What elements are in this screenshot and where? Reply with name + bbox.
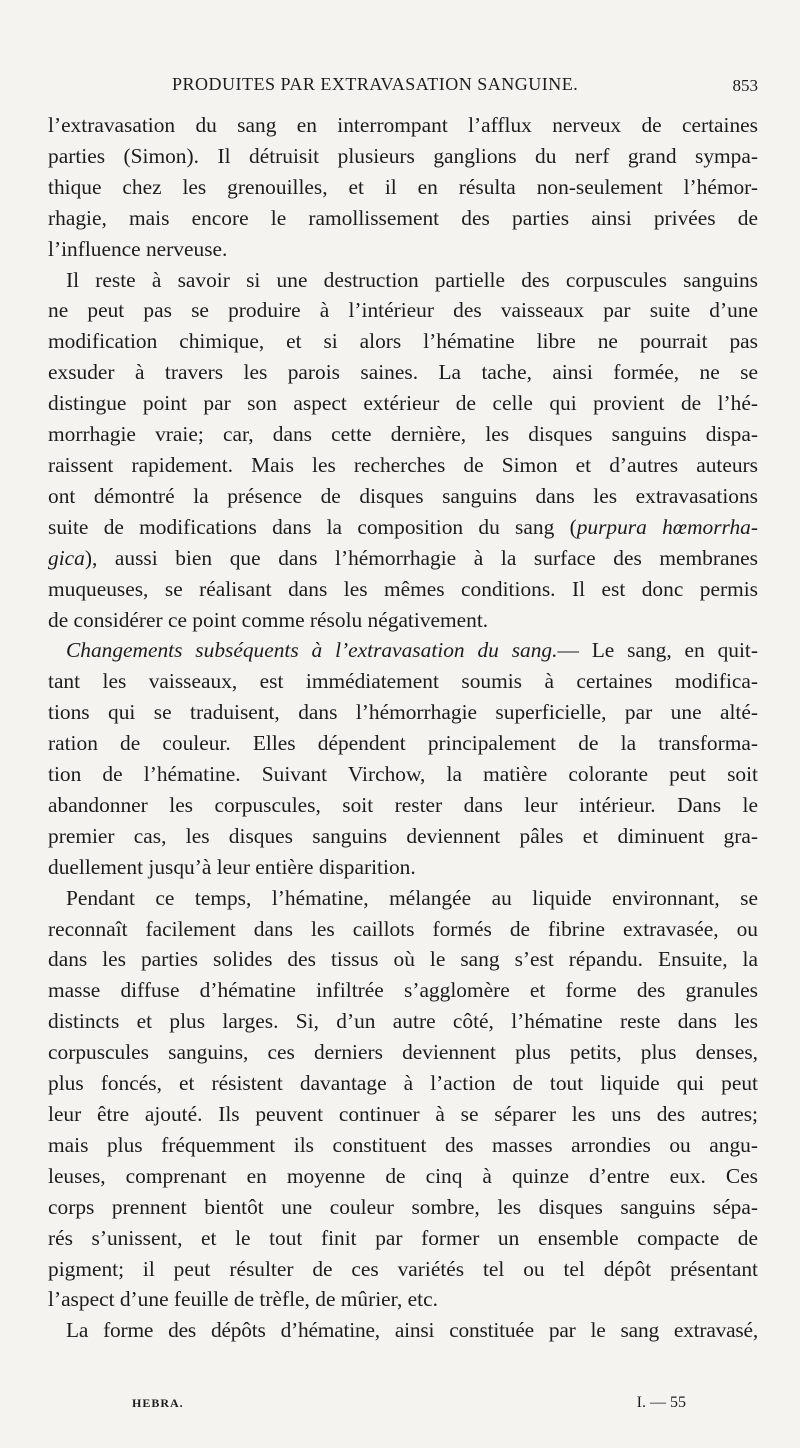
- text-line: l’extravasation du sang en interrompant l’afflux nerveux de certaines: [48, 113, 758, 137]
- text-line-with-italic: [48, 512, 758, 543]
- text-line: leuses, comprenant en moyenne de cinq à quinze d’entre eux. Ces: [48, 1163, 758, 1188]
- text-line: reconnaît facilement dans les caillots formés de fibrine extravasée, ou: [48, 916, 758, 941]
- paragraph-5: [48, 1315, 758, 1346]
- text-line: raissent rapidement. Mais les recherches de Simon et d’autres auteurs: [48, 452, 758, 477]
- text-line: modification chimique, et si alors l’hématine libre ne pourrait pas: [48, 329, 758, 354]
- text-line: masse diffuse d’hématine infiltrée s’agglomère et forme des granules: [48, 978, 758, 1003]
- text-line: rhagie, mais encore le ramollissement des parties ainsi privées de: [48, 205, 758, 230]
- text-run: ), aussi bien que dans l’hémorrhagie à la surface des membranes: [84, 545, 758, 570]
- text-line: plus foncés, et résistent davantage à l’action de tout liquide qui peut: [48, 1071, 758, 1096]
- text-line: corps prennent bientôt une couleur sombre, les disques sanguins sépa-: [48, 1194, 758, 1219]
- text-line: Pendant ce temps, l’hématine, mélangée au liquide environnant, se: [66, 885, 758, 910]
- body-text: [48, 110, 758, 1346]
- text-line: l’aspect d’une feuille de trèfle, de mûrier, etc.: [48, 1287, 438, 1312]
- text-line: ration de couleur. Elles dépendent principalement de la transforma-: [48, 731, 758, 756]
- text-line: thique chez les grenouilles, et il en résulta non-seulement l’hémor-: [48, 174, 758, 199]
- text-line: distincts et plus larges. Si, d’un autre côté, l’hématine reste dans les: [48, 1009, 758, 1034]
- text-line: duellement jusqu’à leur entière disparition.: [48, 854, 416, 879]
- text-line: tion de l’hématine. Suivant Virchow, la matière colorante peut soit: [48, 762, 758, 787]
- running-header: [48, 74, 758, 104]
- paragraph-3: [48, 635, 758, 882]
- text-line: Il reste à savoir si une destruction partielle des corpuscules sanguins: [66, 267, 758, 292]
- text-line: leur être ajouté. Ils peuvent continuer à se séparer les uns des autres;: [48, 1102, 758, 1126]
- text-line: rés s’unissent, et le tout finit par former un ensemble compacte de: [48, 1225, 758, 1250]
- text-line: morrhagie vraie; car, dans cette dernière, les disques sanguins dispa-: [48, 422, 758, 447]
- text-line: exsuder à travers les parois saines. La tache, ainsi formée, ne se: [48, 360, 758, 385]
- text-line: l’influence nerveuse.: [48, 236, 228, 261]
- text-line: parties (Simon). Il détruisit plusieurs ganglions du nerf grand sympa-: [48, 143, 758, 168]
- text-line: de considérer ce point comme résolu négativement.: [48, 607, 489, 632]
- text-line: tions qui se traduisent, dans l’hémorrhagie superficielle, par une alté-: [48, 700, 758, 725]
- signature-mark: HEBRA.: [132, 1396, 184, 1410]
- italic-term: purpura hœmorrha-: [576, 514, 758, 539]
- page-number: 853: [732, 76, 758, 95]
- text-run: — Le sang, en quit-: [557, 638, 758, 663]
- text-line: abandonner les corpuscules, soit rester dans leur intérieur. Dans le: [48, 792, 758, 817]
- running-title: PRODUITES PAR EXTRAVASATION SANGUINE.: [172, 74, 579, 94]
- text-line: distingue point par son aspect extérieur de celle qui provient de l’hé-: [48, 391, 758, 416]
- text-line: ne peut pas se produire à l’intérieur des vaisseaux par suite d’une: [48, 298, 758, 323]
- text-run: suite de modifications dans la composition du sang (: [48, 514, 577, 539]
- text-line-with-italic: [48, 543, 758, 574]
- paragraph-2: [48, 265, 758, 636]
- italic-term: gica: [48, 545, 85, 570]
- section-heading: Changements subséquents à l’extravasation du sang.: [66, 638, 558, 663]
- paragraph-1: [48, 110, 758, 265]
- paragraph-4: [48, 883, 758, 1316]
- text-line: tant les vaisseaux, est immédiatement soumis à certaines modifica-: [48, 669, 758, 694]
- sheet-number: I. — 55: [636, 1394, 686, 1411]
- text-line: premier cas, les disques sanguins deviennent pâles et diminuent gra-: [48, 823, 758, 848]
- text-line: La forme des dépôts d’hématine, ainsi constituée par le sang extravasé,: [66, 1318, 758, 1343]
- text-line: muqueuses, se réalisant dans les mêmes conditions. Il est donc permis: [48, 576, 758, 601]
- text-line: dans les parties solides des tissus où le sang s’est répandu. Ensuite, la: [48, 947, 758, 972]
- text-line: corpuscules sanguins, ces derniers deviennent plus petits, plus denses,: [48, 1040, 758, 1065]
- text-line: mais plus fréquemment ils constituent des masses arrondies ou angu-: [48, 1132, 758, 1157]
- text-line: pigment; il peut résulter de ces variétés tel ou tel dépôt présentant: [48, 1256, 758, 1281]
- page-footer: [132, 1394, 686, 1418]
- text-line: ont démontré la présence de disques sanguins dans les extravasations: [48, 483, 758, 508]
- section-heading-line: [48, 635, 758, 666]
